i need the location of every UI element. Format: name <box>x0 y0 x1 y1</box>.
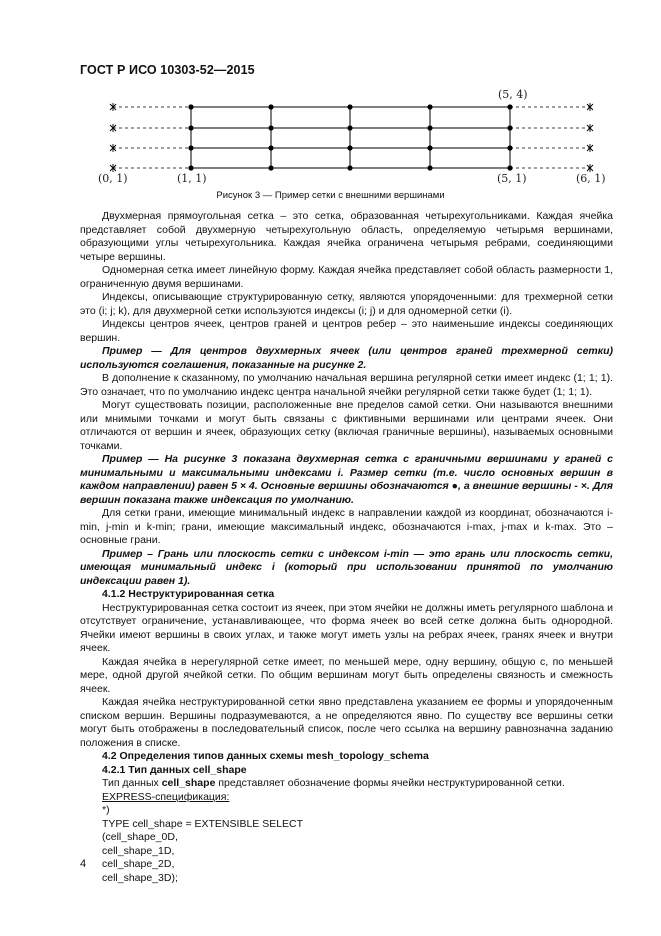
vertex-label-6-1: (6, 1) <box>576 172 606 185</box>
paragraph: Двухмерная прямоугольная сетка – это сетка, образованная четырехугольниками. Каждая ячейка представляет собой двухмерную четырехугольную область, определяемую четырьмя вершинами, образующими углы четырехугольника. Каждая ячейка ограничена четырьмя ребрами, соединяющими четыре вершины. <box>80 210 613 263</box>
vertex-label-1-1: (1, 1) <box>177 172 207 185</box>
example-note: Пример — Для центров двухмерных ячеек (или центров граней трехмерной сетки) используются соглашения, показанные на рисунке 2. <box>80 345 613 371</box>
section-heading: 4.2.1 Тип данных cell_shape <box>102 763 247 776</box>
paragraph: Для сетки грани, имеющие минимальный индекс в направлении каждой из координат, обозначаются i-min, j-min и k-min; грани, имеющие максимальный индекс, обозначаются i-max, j-max и k-max. Это – основные грани. <box>80 507 613 546</box>
paragraph: Могут существовать позиции, расположенные вне пределов самой сетки. Они называются внешними или мнимыми точками и могут быть связаны с фиктивными вершинами или центрами ячеек. Они отличаются от вершин и ячеек, образующих сетку (включая граничные вершины), называемых основными точками. <box>80 399 613 452</box>
paragraph <box>80 777 613 791</box>
example-note: Пример – Грань или плоскость сетки с индексом i-min — это грань или плоскость сетки, имеющая минимальный индекс i (который при использовании принятой по умолчанию индексации равен 1). <box>80 547 613 587</box>
vertex-label-5-4: (5, 4) <box>498 88 528 101</box>
text-span: представляет обозначение формы ячейки неструктурированной сетки. <box>215 777 565 789</box>
code-line: (cell_shape_0D, <box>102 831 178 843</box>
text-span: Тип данных <box>102 777 162 789</box>
code-line: cell_shape_3D); <box>102 871 178 884</box>
code-line: cell_shape_2D, <box>102 858 175 870</box>
paragraph: Неструктурированная сетка состоит из ячеек, при этом ячейки не должны иметь регулярного шаблона и отсутствует ограничение, устанавливающее, что форма ячеек во всей сетке должна быть однородной. Ячейки имеют вершины в своих углах, и также могут иметь узлы на ребрах ячеек, гранях ячеек и внутри ячеек. <box>80 601 613 654</box>
code-line: *) <box>102 804 110 816</box>
figure-grid <box>113 107 590 168</box>
body-text <box>80 210 613 885</box>
keyword: cell_shape <box>161 777 216 789</box>
paragraph: В дополнение к сказанному, по умолчанию начальная вершина регулярной сетки имеет индекс (1; 1; 1). Это означает, что по умолчанию индекс центра начальной ячейки регулярной сетки также будет (1; 1; 1). <box>80 372 613 398</box>
section-heading: 4.2 Определения типов данных схемы mesh_topology_schema <box>102 750 429 762</box>
external-vertices <box>110 103 593 172</box>
paragraph: Индексы центров ячеек, центров граней и центров ребер – это наименьшие индексы соединяющих вершин. <box>80 318 613 344</box>
figure-caption: Рисунок 3 — Пример сетки с внешними вершинами <box>216 190 445 201</box>
paragraph: Каждая ячейка неструктурированной сетки явно представлена указанием ее формы и упорядоченным списком вершин. Вершины подразумеваются, а не определяются явно. По существу все вершины сетки могут быть отображены в последовательный список, после чего ссылка на вершину равнозначна заданию положения в списке. <box>80 696 613 749</box>
code-line: cell_shape_1D, <box>102 844 175 857</box>
express-heading <box>80 791 613 805</box>
example-note: Пример — На рисунке 3 показана двухмерная сетка с граничными вершинами у граней с минимальными и максимальными индексами i. Размер сетки (т.е. число основных вершин в каждом направлении) равен 5 × 4. Основные вершины обозначаются ●, а внешние вершины - ×. Для вершин показана также индексация по умолчанию. <box>80 453 613 506</box>
document-header: ГОСТ Р ИСО 10303-52—2015 <box>80 63 255 77</box>
express-label: EXPRESS-спецификация: <box>102 790 230 803</box>
code-line: TYPE cell_shape = EXTENSIBLE SELECT <box>102 817 304 830</box>
paragraph: Одномерная сетка имеет линейную форму. Каждая ячейка представляет собой область размерности 1, ограниченную двумя вершинами. <box>80 264 613 290</box>
vertex-label-0-1: (0, 1) <box>98 172 128 185</box>
page-number: 4 <box>80 858 87 870</box>
paragraph: Индексы, описывающие структурированную сетку, являются упорядоченными: для трехмерной сетки это (i; j; k), для двухмерной сетки используются индексы (i; j) и для одномерной сетки (i). <box>80 291 613 317</box>
paragraph: Каждая ячейка в нерегулярной сетке имеет, по меньшей мере, одну вершину, общую с, по меньшей мере, одной другой ячейкой сетки. По общим вершинам могут быть определены связность и смежность ячеек. <box>80 655 613 695</box>
section-heading: 4.1.2 Неструктурированная сетка <box>102 588 275 600</box>
mesh-figure <box>0 0 661 200</box>
vertex-label-5-1: (5, 1) <box>497 172 527 185</box>
